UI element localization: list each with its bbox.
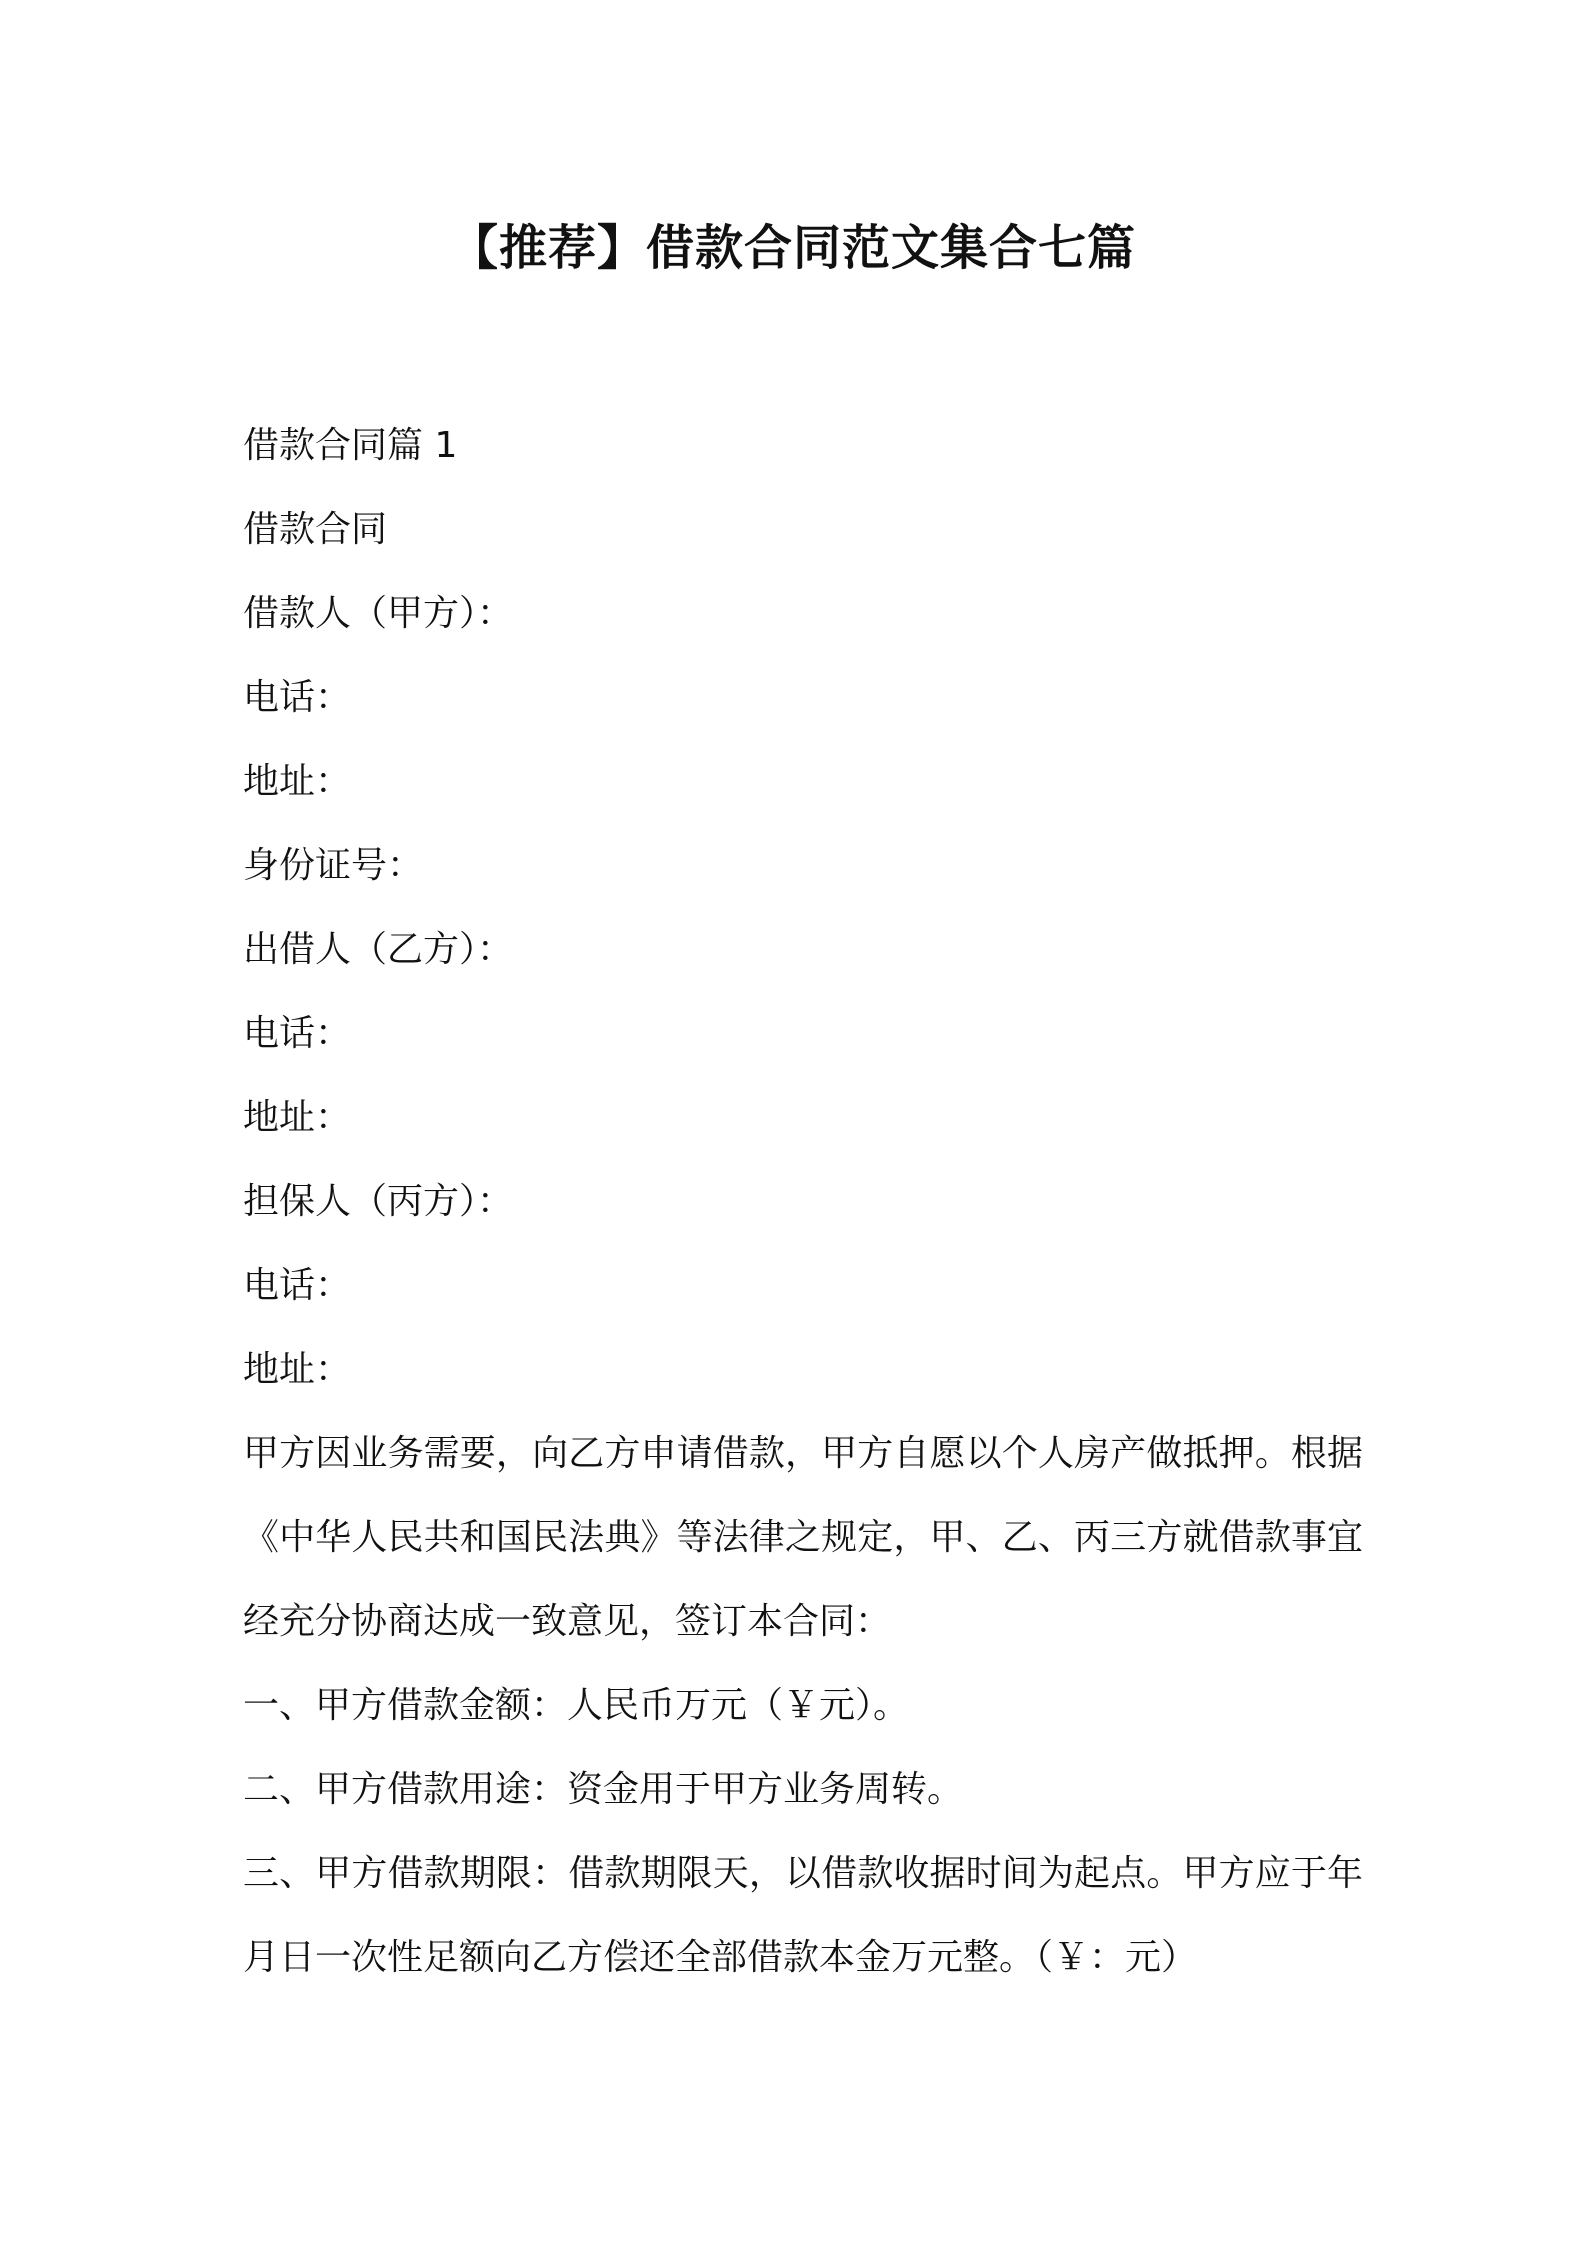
clause-amount: 一、甲方借款金额：人民币万元（￥元）。 [243, 1685, 910, 1726]
document-title: 【推荐】借款合同范文集合七篇 [449, 220, 1136, 276]
guarantor-label: 担保人（丙方）： [243, 1181, 514, 1222]
document-body [243, 404, 1363, 2000]
borrower-id-label: 身份证号： [243, 845, 424, 886]
lender-label: 出借人（乙方）： [243, 929, 514, 970]
lender-phone-label: 电话： [243, 1013, 352, 1054]
guarantor-address-label: 地址： [243, 1349, 352, 1390]
borrower-phone-label: 电话： [243, 677, 352, 718]
section-heading: 借款合同篇 1 [243, 425, 458, 466]
clause-term: 三、甲方借款期限：借款期限天，以借款收据时间为起点。甲方应于年月日一次性足额向乙方偿还全部借款本金万元整。（￥：元） [243, 1853, 1363, 1978]
preamble-paragraph: 甲方因业务需要，向乙方申请借款，甲方自愿以个人房产做抵押。根据《中华人民共和国民法典》等法律之规定，甲、乙、丙三方就借款事宜经充分协商达成一致意见，签订本合同： [243, 1433, 1363, 1642]
guarantor-phone-label: 电话： [243, 1265, 352, 1306]
borrower-label: 借款人（甲方）： [243, 593, 514, 634]
lender-address-label: 地址： [243, 1097, 352, 1138]
borrower-address-label: 地址： [243, 761, 352, 802]
contract-heading: 借款合同 [243, 509, 388, 550]
clause-purpose: 二、甲方借款用途：资金用于甲方业务周转。 [243, 1769, 964, 1810]
